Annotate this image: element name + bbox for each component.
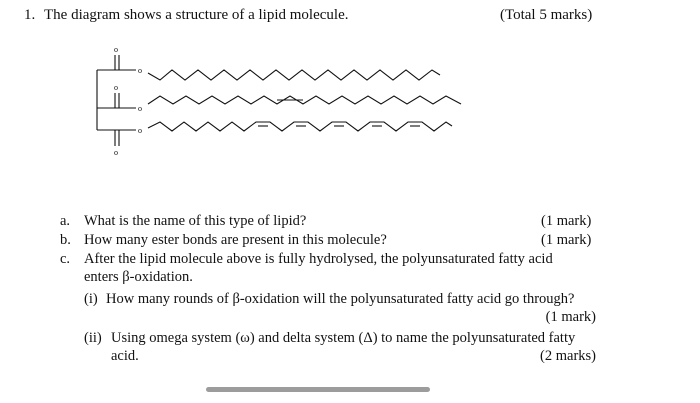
part-a-question: What is the name of this type of lipid? (84, 213, 307, 229)
total-marks: (Total 5 marks) (500, 7, 593, 23)
part-c-i-question: How many rounds of β-oxidation will the polyunsaturated fatty acid go through? (106, 291, 575, 307)
carbonyl-oxygen-1: o (114, 45, 118, 54)
part-a-label: a. (60, 213, 71, 229)
part-c-ii-marks: (2 marks) (540, 348, 596, 364)
question-number: 1. (24, 7, 36, 23)
part-c-i-marks: (1 mark) (545, 309, 596, 325)
part-c-ii-question-line2: acid. (111, 348, 139, 364)
fatty-acid-chain-2 (148, 96, 461, 104)
part-b-label: b. (60, 232, 71, 248)
part-c-question-line2: enters β-oxidation. (84, 269, 193, 285)
ester-oxygen-3: o (138, 126, 142, 135)
part-a-marks: (1 mark) (541, 213, 592, 229)
part-c-question-line1: After the lipid molecule above is fully hydrolysed, the polyunsaturated fatty acid (84, 251, 553, 267)
ester-oxygen-2: o (138, 104, 142, 113)
part-c-ii-question-line1: Using omega system (ω) and delta system (Δ) to name the polyunsaturated fatty (111, 330, 576, 346)
part-b-question: How many ester bonds are present in this molecule? (84, 232, 387, 248)
ester-oxygen-1: o (138, 66, 142, 75)
part-b-marks: (1 mark) (541, 232, 592, 248)
question-text: The diagram shows a structure of a lipid molecule. (44, 7, 349, 23)
part-c-i-label: (i) (84, 291, 98, 307)
carbonyl-oxygen-3: o (114, 148, 118, 157)
carbonyl-oxygen-2: o (114, 83, 118, 92)
part-c-label: c. (60, 251, 71, 267)
scroll-indicator-bar[interactable] (206, 387, 430, 392)
part-c-ii-label: (ii) (84, 330, 102, 346)
fatty-acid-chain-1 (148, 70, 440, 80)
lipid-structure-diagram (0, 0, 700, 200)
